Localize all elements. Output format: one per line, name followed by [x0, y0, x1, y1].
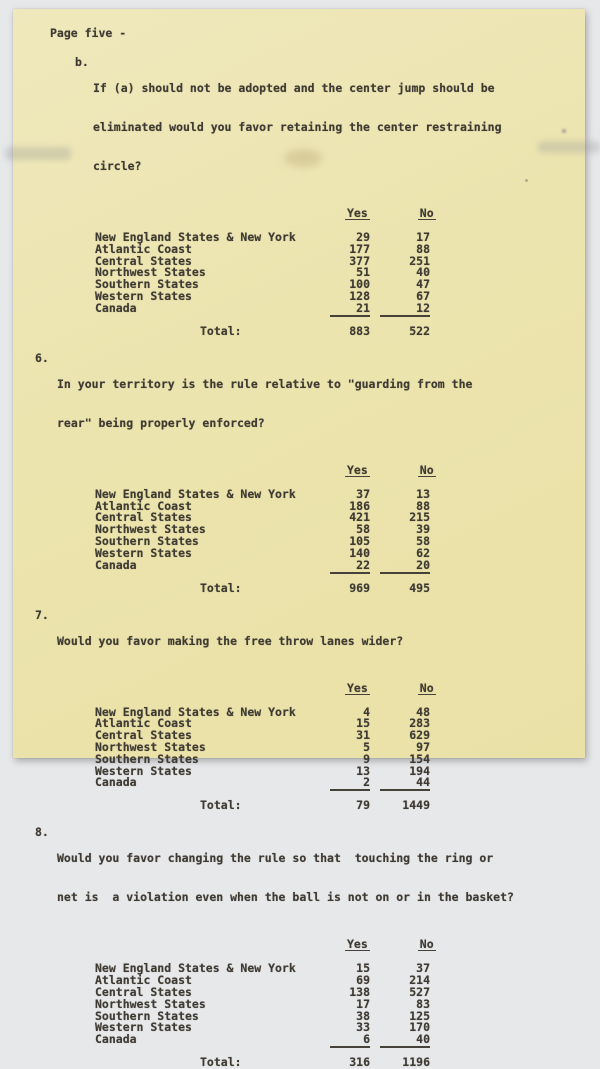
table-row — [13, 996, 585, 1011]
yes-value: 37 — [356, 486, 370, 501]
question-number: b. — [75, 55, 89, 69]
yes-value: 9 — [363, 751, 370, 766]
region-label: Western States — [95, 1020, 192, 1035]
yes-value: 105 — [349, 533, 370, 548]
no-value: 88 — [416, 241, 430, 256]
region-label: New England States & New York — [95, 230, 296, 244]
column-header-no: No — [419, 680, 434, 695]
no-value: 13 — [416, 486, 430, 501]
yes-value: 69 — [356, 973, 370, 988]
column-header-yes: Yes — [347, 680, 368, 695]
yes-value: 31 — [356, 728, 370, 743]
no-value: 251 — [409, 253, 430, 268]
no-value: 12 — [380, 303, 430, 317]
yes-value: 15 — [356, 961, 370, 976]
yes-value: 186 — [349, 498, 370, 513]
question-number: 6. — [35, 350, 49, 365]
yes-value: 377 — [349, 253, 370, 268]
question-line: rear" being properly enforced? — [57, 415, 265, 430]
results-table — [13, 232, 585, 317]
no-value: 58 — [416, 533, 430, 548]
region-label: Central States — [95, 728, 192, 743]
question-number: 7. — [35, 607, 49, 622]
document-page — [13, 9, 585, 1069]
total-yes-value: 883 — [349, 323, 370, 338]
region-label: Canada — [95, 300, 137, 315]
question-lines — [57, 609, 403, 674]
region-label: Northwest States — [95, 265, 206, 280]
results-table — [13, 963, 585, 1048]
question-text — [75, 56, 585, 199]
region-label: New England States & New York — [95, 486, 296, 501]
no-value: 37 — [416, 961, 430, 976]
no-value: 39 — [416, 522, 430, 537]
region-label: Southern States — [95, 751, 199, 766]
no-value: 20 — [380, 560, 430, 574]
no-value: 215 — [409, 510, 430, 525]
region-label: Canada — [95, 557, 137, 572]
table-row — [13, 300, 585, 317]
no-value: 40 — [380, 1034, 430, 1048]
question-line: circle? — [93, 159, 142, 173]
region-label: Central States — [95, 253, 192, 268]
question-lines — [93, 56, 502, 199]
yes-value: 6 — [330, 1034, 370, 1048]
yes-value: 5 — [363, 739, 370, 754]
question-lines — [57, 352, 472, 456]
table-row — [13, 975, 585, 987]
no-value: 67 — [416, 288, 430, 303]
region-label: Central States — [95, 510, 192, 525]
yes-value: 21 — [330, 303, 370, 317]
yes-value: 38 — [356, 1008, 370, 1023]
column-header-no: No — [419, 937, 434, 952]
results-table — [13, 486, 585, 574]
yes-value: 58 — [356, 522, 370, 537]
total-row — [13, 799, 585, 812]
yes-value: 177 — [349, 241, 370, 256]
total-yes-value: 316 — [349, 1055, 370, 1069]
table-row — [13, 1022, 585, 1034]
region-label: Canada — [95, 775, 137, 790]
region-label: Atlantic Coast — [95, 498, 192, 513]
no-value: 283 — [409, 716, 430, 731]
table-row — [13, 777, 585, 791]
total-row — [13, 582, 585, 595]
yes-value: 138 — [349, 984, 370, 999]
total-row — [13, 1056, 585, 1069]
results-table — [13, 704, 585, 792]
table-column-headers — [345, 207, 585, 220]
table-row — [13, 557, 585, 574]
no-value: 88 — [416, 498, 430, 513]
yes-value: 17 — [356, 996, 370, 1011]
yes-value: 128 — [349, 288, 370, 303]
region-label: Western States — [95, 545, 192, 560]
table-row — [13, 1008, 585, 1023]
question-line: If (a) should not be adopted and the center jump should be — [93, 81, 495, 95]
region-label: Atlantic Coast — [95, 241, 192, 256]
no-value: 170 — [409, 1020, 430, 1035]
column-header-yes: Yes — [347, 462, 368, 477]
no-value: 48 — [416, 704, 430, 719]
question-text — [35, 609, 585, 674]
yes-value: 51 — [356, 265, 370, 280]
column-header-no: No — [419, 206, 434, 220]
total-yes-value: 79 — [356, 798, 370, 813]
region-label: Northwest States — [95, 739, 206, 754]
question-text — [35, 826, 585, 930]
column-header-yes: Yes — [347, 937, 368, 952]
table-row — [13, 984, 585, 999]
question-section-7 — [13, 609, 585, 813]
no-value: 62 — [416, 545, 430, 560]
no-value: 47 — [416, 277, 430, 292]
no-value: 194 — [409, 763, 430, 778]
total-no-value: 522 — [409, 323, 430, 338]
table-row — [13, 1034, 585, 1048]
no-value: 97 — [416, 739, 430, 754]
region-label: Northwest States — [95, 996, 206, 1011]
region-label: Atlantic Coast — [95, 716, 192, 731]
region-label: Western States — [95, 288, 192, 303]
yes-value: 33 — [356, 1020, 370, 1035]
yes-value: 100 — [349, 277, 370, 292]
yes-value: 4 — [363, 704, 370, 719]
no-value: 154 — [409, 751, 430, 766]
yes-value: 15 — [356, 716, 370, 731]
column-header-no: No — [419, 462, 434, 477]
no-value: 629 — [409, 728, 430, 743]
no-value: 214 — [409, 973, 430, 988]
question-section-8 — [13, 826, 585, 1069]
total-label: Total: — [200, 798, 242, 813]
no-value: 17 — [416, 230, 430, 244]
region-label: Southern States — [95, 1008, 199, 1023]
table-column-headers — [345, 464, 585, 477]
total-no-value: 1449 — [402, 798, 430, 813]
table-column-headers — [345, 682, 585, 695]
region-label: Southern States — [95, 533, 199, 548]
question-line: eliminated would you favor retaining the center restraining — [93, 120, 502, 134]
table-row — [13, 763, 585, 778]
question-lines — [57, 826, 514, 930]
yes-value: 22 — [330, 560, 370, 574]
question-line: Would you favor making the free throw lanes wider? — [57, 633, 404, 648]
page-title: Page five - — [50, 26, 127, 40]
question-line: Would you favor changing the rule so that touching the ring or — [57, 851, 494, 866]
yes-value: 421 — [349, 510, 370, 525]
question-line: net is a violation even when the ball is not on or in the basket? — [57, 890, 514, 905]
no-value: 40 — [416, 265, 430, 280]
region-label: New England States & New York — [95, 704, 296, 719]
region-label: Canada — [95, 1032, 137, 1047]
no-value: 83 — [416, 996, 430, 1011]
total-label: Total: — [200, 323, 242, 338]
total-no-value: 1196 — [402, 1055, 430, 1069]
total-label: Total: — [200, 580, 242, 595]
question-line: In your territory is the rule relative to "guarding from the — [57, 376, 473, 391]
region-label: Western States — [95, 763, 192, 778]
region-label: Central States — [95, 984, 192, 999]
table-row — [13, 963, 585, 975]
total-no-value: 495 — [409, 580, 430, 595]
yes-value: 13 — [356, 763, 370, 778]
question-section-6 — [13, 352, 585, 595]
region-label: New England States & New York — [95, 961, 296, 976]
total-label: Total: — [200, 1055, 242, 1069]
question-section-b — [13, 56, 585, 338]
region-label: Northwest States — [95, 522, 206, 537]
table-column-headers — [345, 938, 585, 951]
region-label: Southern States — [95, 277, 199, 292]
question-text — [35, 352, 585, 456]
no-value: 125 — [409, 1008, 430, 1023]
question-number: 8. — [35, 825, 49, 840]
yes-value: 140 — [349, 545, 370, 560]
total-yes-value: 969 — [349, 580, 370, 595]
no-value: 44 — [380, 777, 430, 791]
yes-value: 29 — [356, 230, 370, 244]
yes-value: 2 — [330, 777, 370, 791]
region-label: Atlantic Coast — [95, 973, 192, 988]
no-value: 527 — [409, 984, 430, 999]
total-row — [13, 325, 585, 338]
column-header-yes: Yes — [347, 206, 368, 220]
